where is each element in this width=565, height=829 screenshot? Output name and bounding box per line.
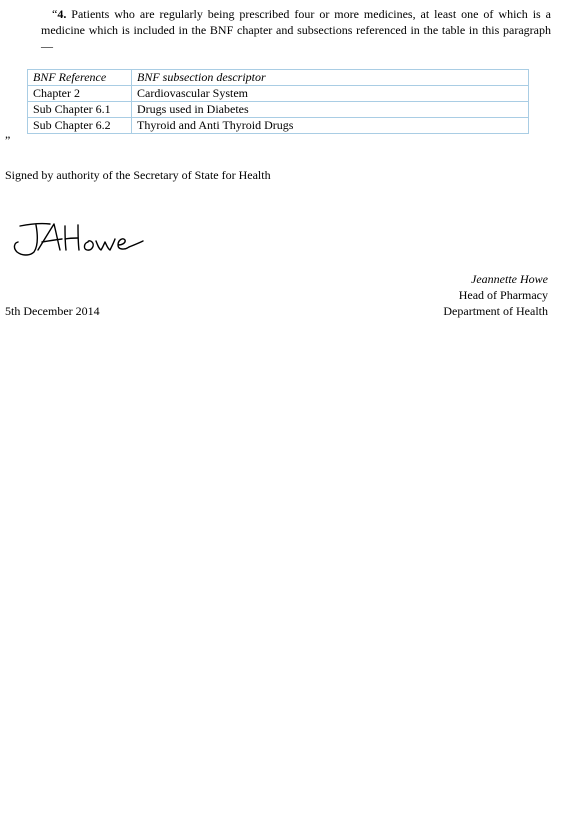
signatory-department: Department of Health [443, 304, 548, 318]
table-cell-reference: Sub Chapter 6.1 [28, 102, 132, 118]
paragraph-4 [41, 6, 551, 54]
table-row [28, 102, 529, 118]
paragraph-text: Patients who are regularly being prescribed four or more medicines, at least one of which is a medicine which is included in the BNF chapter and subsections referenced in the table in this paragraph— [41, 7, 551, 53]
signatory-name: Jeannette Howe [471, 272, 548, 286]
signature-date: 5th December 2014 [5, 304, 100, 318]
table-cell-descriptor: Cardiovascular System [132, 86, 529, 102]
column-header-bnf-subsection-descriptor: BNF subsection descriptor [132, 70, 529, 86]
table-cell-reference: Sub Chapter 6.2 [28, 118, 132, 134]
table-cell-descriptor: Thyroid and Anti Thyroid Drugs [132, 118, 529, 134]
signatory-title: Head of Pharmacy [458, 288, 548, 302]
table-row [28, 118, 529, 134]
table-row [28, 86, 529, 102]
bnf-table [27, 69, 529, 134]
table-header-row [28, 70, 529, 86]
table-cell-reference: Chapter 2 [28, 86, 132, 102]
authority-statement: Signed by authority of the Secretary of State for Health [5, 168, 271, 182]
table-cell-descriptor: Drugs used in Diabetes [132, 102, 529, 118]
close-quote: ” [5, 133, 11, 147]
column-header-bnf-reference: BNF Reference [28, 70, 132, 86]
paragraph-number: 4. [57, 7, 67, 21]
handwritten-signature [8, 212, 148, 260]
open-quote: “ [52, 7, 58, 21]
